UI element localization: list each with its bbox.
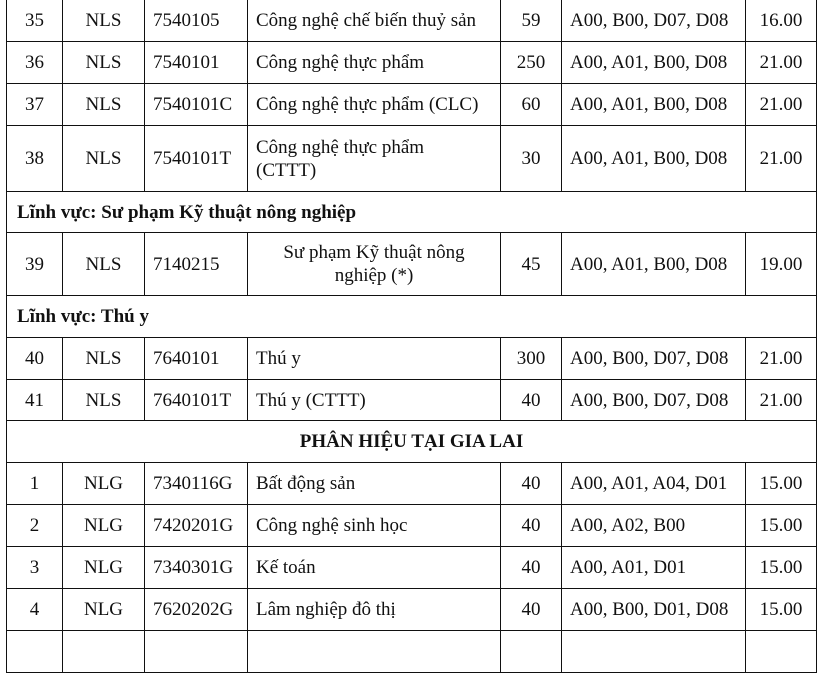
- stt-cell: 1: [7, 463, 63, 505]
- score-cell: 15.00: [746, 505, 817, 547]
- table-row: [7, 631, 817, 673]
- section-title: Lĩnh vực: Sư phạm Kỹ thuật nông nghiệp: [7, 192, 817, 233]
- table-row: [7, 0, 817, 42]
- school-cell: NLS: [63, 84, 145, 126]
- major-name-line: nghiệp (*): [334, 265, 414, 286]
- major-name-cell: Công nghệ thực phẩm (CLC): [248, 84, 501, 126]
- major-name-cell: Công nghệ chế biến thuỷ sản: [248, 0, 501, 42]
- combos-cell: [562, 631, 746, 673]
- combos-cell: A00, A01, B00, D08: [562, 126, 746, 192]
- school-cell: NLG: [63, 505, 145, 547]
- school-cell: NLS: [63, 42, 145, 84]
- score-cell: 21.00: [746, 42, 817, 84]
- major-name-cell: Bất động sản: [248, 463, 501, 505]
- quota-cell: 60: [501, 84, 562, 126]
- major-name-line: (CTTT): [256, 159, 317, 181]
- major-name-line: Công nghệ thực phẩm: [256, 136, 425, 158]
- combos-cell: A00, A01, B00, D08: [562, 42, 746, 84]
- section-header-row: [7, 296, 817, 338]
- table-row: [7, 380, 817, 421]
- combos-cell: A00, A01, D01: [562, 547, 746, 589]
- combos-cell: A00, A01, B00, D08: [562, 84, 746, 126]
- quota-cell: 40: [501, 547, 562, 589]
- branch-title: PHÂN HIỆU TẠI GIA LAI: [7, 421, 817, 463]
- quota-cell: [501, 631, 562, 673]
- school-cell: [63, 631, 145, 673]
- code-cell: 7540101C: [145, 84, 248, 126]
- combos-cell: A00, B00, D07, D08: [562, 338, 746, 380]
- section-header-row: [7, 192, 817, 233]
- major-name-cell: Công nghệ thực phẩm: [248, 42, 501, 84]
- school-cell: NLS: [63, 338, 145, 380]
- quota-cell: 250: [501, 42, 562, 84]
- code-cell: 7620202G: [145, 589, 248, 631]
- code-cell: 7540105: [145, 0, 248, 42]
- code-cell: 7640101: [145, 338, 248, 380]
- stt-cell: 41: [7, 380, 63, 421]
- school-cell: NLG: [63, 547, 145, 589]
- table-row: [7, 84, 817, 126]
- code-cell: 7540101T: [145, 126, 248, 192]
- score-cell: 21.00: [746, 84, 817, 126]
- combos-cell: A00, B00, D07, D08: [562, 380, 746, 421]
- quota-cell: 59: [501, 0, 562, 42]
- major-name-cell: Lâm nghiệp đô thị: [248, 589, 501, 631]
- stt-cell: 38: [7, 126, 63, 192]
- table-row: [7, 463, 817, 505]
- table-row: [7, 338, 817, 380]
- quota-cell: 40: [501, 589, 562, 631]
- code-cell: 7640101T: [145, 380, 248, 421]
- quota-cell: 30: [501, 126, 562, 192]
- school-cell: NLS: [63, 233, 145, 296]
- code-cell: [145, 631, 248, 673]
- major-name-cell: [248, 631, 501, 673]
- stt-cell: 40: [7, 338, 63, 380]
- score-cell: 21.00: [746, 338, 817, 380]
- score-cell: 19.00: [746, 233, 817, 296]
- school-cell: NLG: [63, 463, 145, 505]
- school-cell: NLS: [63, 126, 145, 192]
- table-row: [7, 126, 817, 192]
- score-cell: 15.00: [746, 589, 817, 631]
- table-row: [7, 547, 817, 589]
- admission-table-container: [6, 0, 817, 673]
- combos-cell: A00, B00, D01, D08: [562, 589, 746, 631]
- admission-table: [6, 0, 817, 673]
- stt-cell: 39: [7, 233, 63, 296]
- score-cell: 16.00: [746, 0, 817, 42]
- stt-cell: [7, 631, 63, 673]
- quota-cell: 40: [501, 463, 562, 505]
- table-row: [7, 505, 817, 547]
- quota-cell: 300: [501, 338, 562, 380]
- major-name-cell: [248, 126, 501, 192]
- major-name-cell: Kế toán: [248, 547, 501, 589]
- school-cell: NLG: [63, 589, 145, 631]
- major-name-cell: Thú y: [248, 338, 501, 380]
- branch-header-row: [7, 421, 817, 463]
- code-cell: 7340301G: [145, 547, 248, 589]
- score-cell: 21.00: [746, 126, 817, 192]
- combos-cell: A00, A01, B00, D08: [562, 233, 746, 296]
- major-name-cell: Công nghệ sinh học: [248, 505, 501, 547]
- school-cell: NLS: [63, 380, 145, 421]
- stt-cell: 37: [7, 84, 63, 126]
- score-cell: [746, 631, 817, 673]
- stt-cell: 4: [7, 589, 63, 631]
- code-cell: 7540101: [145, 42, 248, 84]
- combos-cell: A00, A01, A04, D01: [562, 463, 746, 505]
- stt-cell: 36: [7, 42, 63, 84]
- code-cell: 7420201G: [145, 505, 248, 547]
- score-cell: 21.00: [746, 380, 817, 421]
- major-name-cell: [248, 233, 501, 296]
- table-row: [7, 589, 817, 631]
- stt-cell: 2: [7, 505, 63, 547]
- school-cell: NLS: [63, 0, 145, 42]
- table-row: [7, 233, 817, 296]
- combos-cell: A00, B00, D07, D08: [562, 0, 746, 42]
- quota-cell: 45: [501, 233, 562, 296]
- code-cell: 7340116G: [145, 463, 248, 505]
- stt-cell: 35: [7, 0, 63, 42]
- score-cell: 15.00: [746, 463, 817, 505]
- table-row: [7, 42, 817, 84]
- stt-cell: 3: [7, 547, 63, 589]
- combos-cell: A00, A02, B00: [562, 505, 746, 547]
- section-title: Lĩnh vực: Thú y: [7, 296, 817, 338]
- score-cell: 15.00: [746, 547, 817, 589]
- quota-cell: 40: [501, 380, 562, 421]
- major-name-cell: Thú y (CTTT): [248, 380, 501, 421]
- code-cell: 7140215: [145, 233, 248, 296]
- major-name-line: Sư phạm Kỹ thuật nông: [283, 242, 465, 263]
- quota-cell: 40: [501, 505, 562, 547]
